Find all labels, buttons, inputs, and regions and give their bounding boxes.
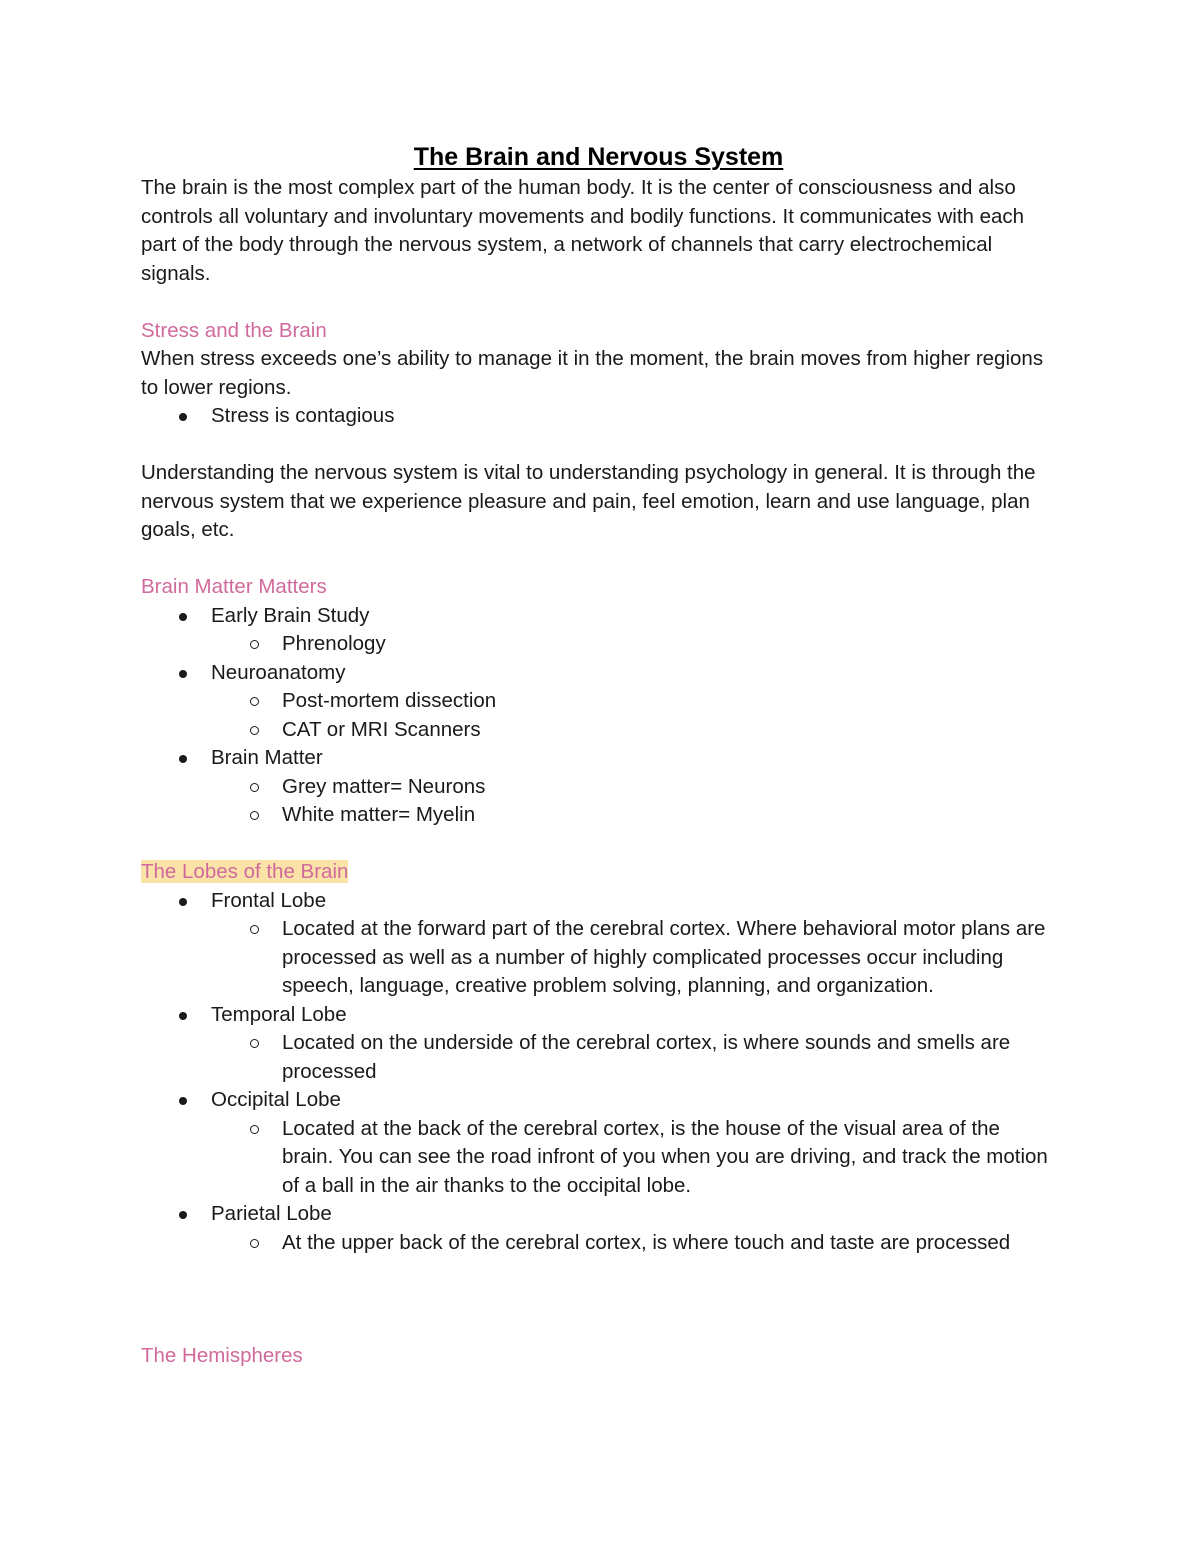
sub-list-item xyxy=(141,630,1056,659)
sub-list-item-label: CAT or MRI Scanners xyxy=(282,717,481,741)
circle-bullet-icon xyxy=(250,1125,259,1134)
circle-bullet-icon xyxy=(250,697,259,706)
bullet-icon xyxy=(179,1012,187,1020)
stress-list xyxy=(141,402,1056,431)
sub-list-item xyxy=(141,1029,1056,1086)
sub-list-item-label: Located at the forward part of the cerebral cortex. Where behavioral motor plans are processed as well as a number of highly complicated processes occur including speech, language, creative problem solving, planning, and organization. xyxy=(282,917,1046,997)
lobes-heading: The Lobes of the Brain xyxy=(141,860,349,883)
circle-bullet-icon xyxy=(250,726,259,735)
list-item xyxy=(141,744,1056,773)
sub-list-item xyxy=(141,915,1056,1001)
list-item xyxy=(141,659,1056,688)
sub-list-item-label: At the upper back of the cerebral cortex, is where touch and taste are processed xyxy=(282,1230,1011,1254)
list-item-label: Brain Matter xyxy=(211,746,323,769)
circle-bullet-icon xyxy=(250,925,259,934)
document-title: The Brain and Nervous System xyxy=(413,143,784,171)
list-item xyxy=(141,887,1056,916)
spacer xyxy=(141,431,1056,460)
intro-paragraph: The brain is the most complex part of the human body. It is the center of consciousness and also controls all voluntary and involuntary movements and bodily functions. It communicates with each part of the body through the nervous system, a network of channels that carry electrochemical signals. xyxy=(141,176,1025,285)
spacer xyxy=(141,288,1056,317)
sub-list-item-label: Located on the underside of the cerebral cortex, is where sounds and smells are processed xyxy=(282,1031,1011,1083)
bullet-icon xyxy=(179,613,187,621)
sub-list-item xyxy=(141,716,1056,745)
list-item-label: Neuroanatomy xyxy=(211,660,346,684)
spacer xyxy=(141,1257,1056,1342)
list-item-label: Parietal Lobe xyxy=(211,1202,332,1225)
sub-list-item-label: White matter= Myelin xyxy=(282,803,476,826)
bullet-icon xyxy=(179,670,187,678)
list-item-label: Occipital Lobe xyxy=(211,1088,341,1111)
sub-list-item xyxy=(141,1229,1056,1258)
lobes-heading-line xyxy=(141,858,1056,887)
sub-list-item xyxy=(141,773,1056,802)
sub-list-item xyxy=(141,687,1056,716)
spacer xyxy=(141,545,1056,574)
list-item xyxy=(141,402,1056,431)
bullet-icon xyxy=(179,898,187,906)
sub-list-item-label: Grey matter= Neurons xyxy=(282,774,486,798)
sub-list-item-label: Post-mortem dissection xyxy=(282,689,497,712)
stress-paragraph: When stress exceeds one’s ability to manage it in the moment, the brain moves from higher regions to lower regions. xyxy=(141,347,1044,399)
list-item xyxy=(141,1086,1056,1115)
spacer xyxy=(141,830,1056,859)
list-item-label: Stress is contagious xyxy=(211,404,395,427)
bullet-icon xyxy=(179,413,187,421)
document-page xyxy=(141,140,1056,1371)
hemispheres-heading: The Hemispheres xyxy=(141,1344,303,1367)
circle-bullet-icon xyxy=(250,1239,259,1248)
bullet-icon xyxy=(179,1097,187,1105)
sub-list-item xyxy=(141,1115,1056,1201)
bullet-icon xyxy=(179,755,187,763)
list-item-label: Temporal Lobe xyxy=(211,1002,347,1026)
list-item xyxy=(141,1001,1056,1030)
circle-bullet-icon xyxy=(250,640,259,649)
list-item xyxy=(141,1200,1056,1229)
understanding-paragraph: Understanding the nervous system is vital to understanding psychology in general. It is through the nervous system that we experience pleasure and pain, feel emotion, learn and use language, plan goals, etc. xyxy=(141,461,1036,541)
bullet-icon xyxy=(179,1211,187,1219)
circle-bullet-icon xyxy=(250,783,259,792)
list-item xyxy=(141,602,1056,631)
matter-heading: Brain Matter Matters xyxy=(141,575,327,598)
lobes-list xyxy=(141,887,1056,1258)
circle-bullet-icon xyxy=(250,811,259,820)
matter-list xyxy=(141,602,1056,830)
list-item-label: Early Brain Study xyxy=(211,603,370,627)
sub-list-item-label: Located at the back of the cerebral cortex, is the house of the visual area of the brain. You can see the road infront of you when you are driving, and track the motion of a ball in the air thanks to the occipital lobe. xyxy=(282,1116,1048,1197)
sub-list-item xyxy=(141,801,1056,830)
list-item-label: Frontal Lobe xyxy=(211,888,327,912)
sub-list-item-label: Phrenology xyxy=(282,632,386,655)
circle-bullet-icon xyxy=(250,1039,259,1048)
stress-heading: Stress and the Brain xyxy=(141,318,327,342)
